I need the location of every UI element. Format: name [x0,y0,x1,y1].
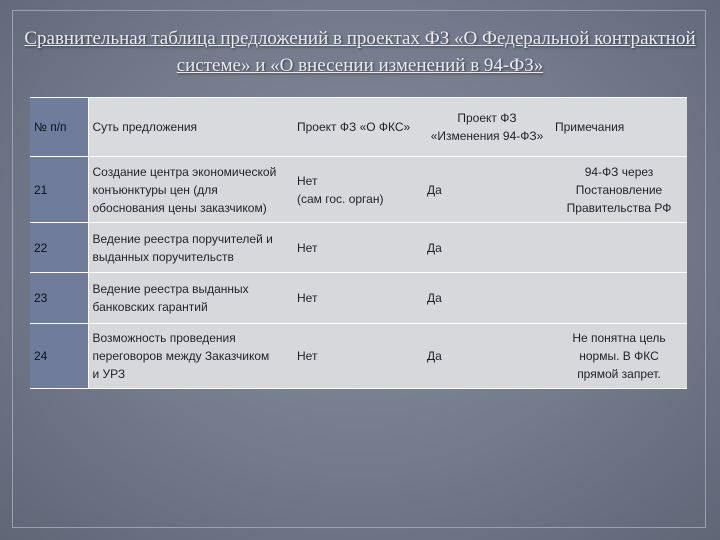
row-essence: Возможность проведения переговоров между Заказчиком и УРЗ [88,324,293,389]
row-94fz-value: Да [423,223,551,273]
header-number: № п/п [30,98,88,157]
row-note [551,273,687,324]
header-essence: Суть предложения [88,98,293,157]
table-row [30,223,687,273]
row-note [551,223,687,273]
row-number: 22 [30,223,88,273]
row-fks-value: Нет [293,223,423,273]
row-fks-value: Нет [293,273,423,324]
header-fks-project: Проект ФЗ «О ФКС» [293,98,423,157]
row-essence: Создание центра экономической конъюнктуры цен (для обоснования цены заказчиком) [88,157,293,223]
row-94fz-value: Да [423,273,551,324]
row-number: 24 [30,324,88,389]
table-header-row [30,98,687,157]
table-row [30,273,687,324]
comparison-table [30,97,687,389]
slide-title: Сравнительная таблица предложений в проектах ФЗ «О Федеральной контрактной системе» и «О внесении изменений в 94-ФЗ» [24,28,696,76]
table-row [30,157,687,223]
row-number: 23 [30,273,88,324]
row-94fz-value: Да [423,157,551,223]
header-notes: Примечания [551,98,687,157]
row-number: 21 [30,157,88,223]
header-94fz-changes: Проект ФЗ «Изменения 94-ФЗ» [423,98,551,157]
row-note: Не понятна цель нормы. В ФКС прямой запрет. [551,324,687,389]
row-note: 94-ФЗ через Постановление Правительства РФ [551,157,687,223]
table-row [30,324,687,389]
row-essence: Ведение реестра выданных банковских гарантий [88,273,293,324]
row-essence: Ведение реестра поручителей и выданных поручительств [88,223,293,273]
row-fks-value: Нет (сам гос. орган) [293,157,423,223]
row-fks-value: Нет [293,324,423,389]
row-94fz-value: Да [423,324,551,389]
